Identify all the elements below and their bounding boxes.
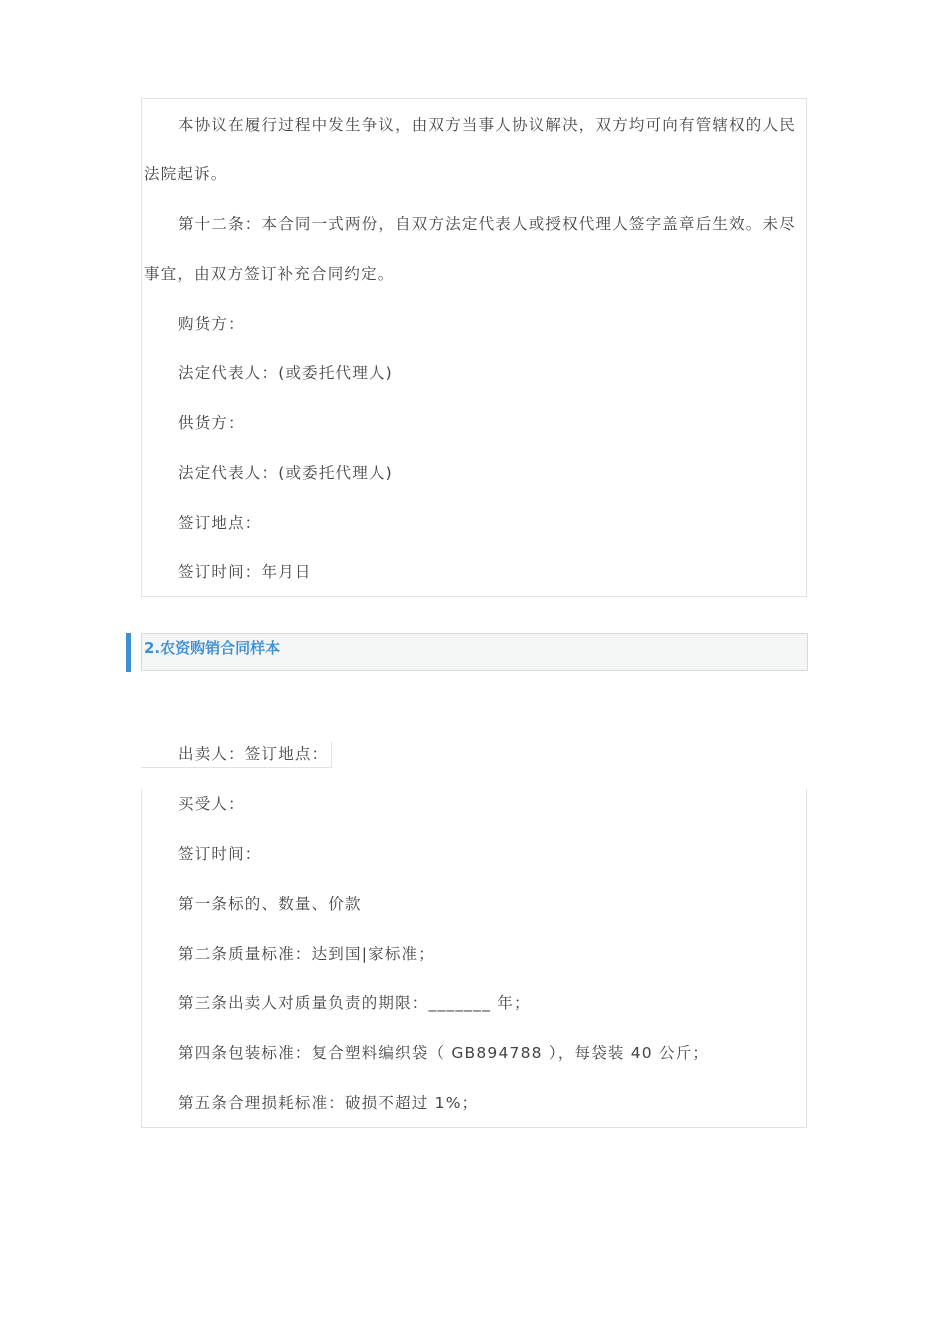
buyer-legal-rep-label: 法定代表人：(或委托代理人) [178,364,393,382]
article-3: 第三条出卖人对质量负责的期限：_______ 年； [178,994,531,1012]
supplier-legal-rep-label: 法定代表人：(或委托代理人) [178,464,393,482]
article-5: 第五条合理损耗标准：破损不超过 1%； [178,1094,479,1112]
supplier-label: 供货方： [178,414,245,432]
signing-date-label: 签订时间：年月日 [178,563,312,581]
article-12-line2: 事宜，由双方签订补充合同约定。 [144,265,395,283]
purchaser-label: 买受人： [178,795,245,813]
paragraph-dispute-line2: 法院起诉。 [144,165,228,183]
article-2: 第二条质量标准：达到国|家标准； [178,945,435,963]
seller-signing-place-label: 出卖人：签订地点： [178,745,329,763]
article-1: 第一条标的、数量、价款 [178,895,362,913]
section-heading-accent [126,633,131,672]
article-4: 第四条包装标准：复合塑料编织袋（ GB894788 ），每袋装 40 公斤； [178,1044,710,1062]
paragraph-dispute-line1: 本协议在履行过程中发生争议，由双方当事人协议解决，双方均可向有管辖权的人民 [178,116,796,134]
signing-time-label: 签订时间： [178,845,262,863]
signing-place-label: 签订地点： [178,514,262,532]
section-heading: 2.农资购销合同样本 [144,639,281,657]
buyer-label: 购货方： [178,315,245,333]
article-12-line1: 第十二条：本合同一式两份，自双方法定代表人或授权代理人签字盖章后生效。未尽 [178,215,796,233]
